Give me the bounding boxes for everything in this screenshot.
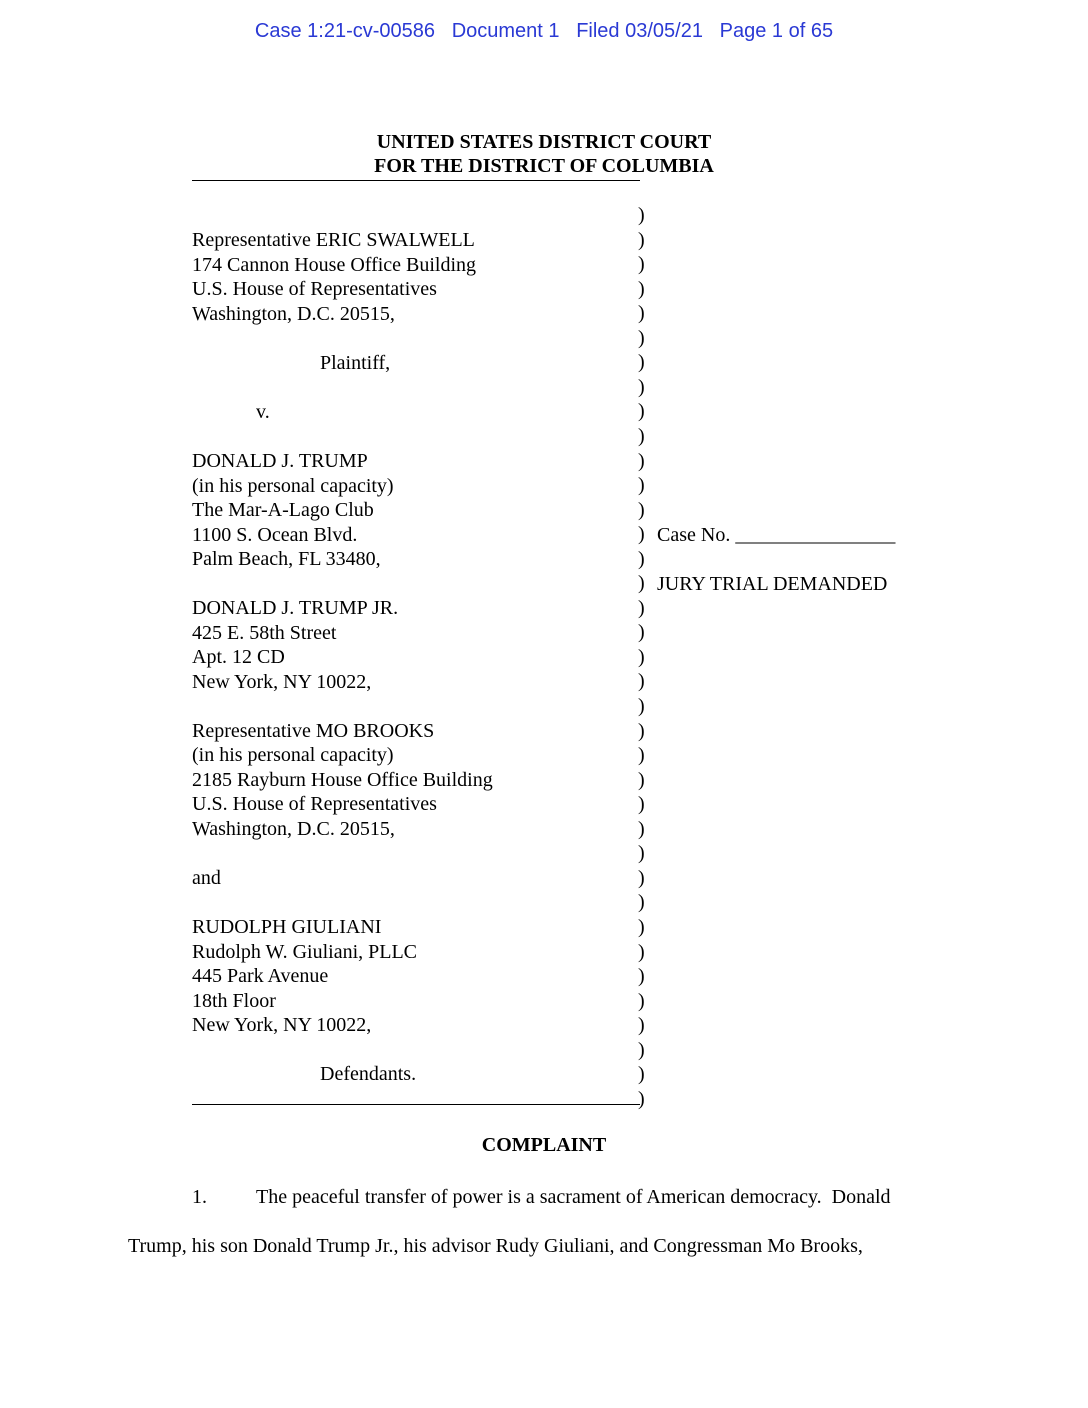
- versus: v.: [256, 401, 270, 423]
- plaintiff-name: Representative ERIC SWALWELL: [192, 229, 475, 251]
- caption-paren: ): [638, 449, 645, 472]
- paragraph-1-line-2: Trump, his son Donald Trump Jr., his advisor Rudy Giuliani, and Congressman Mo Brooks,: [128, 1235, 863, 1257]
- caption-paren: ): [638, 228, 645, 251]
- caption-paren: ): [638, 572, 645, 595]
- caption-bottom-rule: [192, 1104, 640, 1105]
- caption-paren: ): [638, 253, 645, 276]
- caption-paren: ): [638, 523, 645, 546]
- caption-paren: ): [638, 695, 645, 717]
- defendant-1-address-2: 1100 S. Ocean Blvd.: [192, 524, 358, 546]
- defendant-4-address-2: 445 Park Avenue: [192, 965, 329, 987]
- caption-paren: ): [638, 1014, 645, 1037]
- defendant-4-address-3: 18th Floor: [192, 990, 276, 1012]
- plaintiff-address-3: Washington, D.C. 20515,: [192, 303, 395, 325]
- defendants-role: Defendants.: [320, 1063, 417, 1085]
- court-name: UNITED STATES DISTRICT COURT: [376, 131, 712, 153]
- caption-paren: ): [638, 498, 645, 521]
- defendant-2-address-2: Apt. 12 CD: [192, 646, 285, 668]
- caption-paren: ): [638, 719, 645, 742]
- caption-paren: ): [638, 277, 645, 300]
- defendant-3-name: Representative MO BROOKS: [192, 720, 435, 742]
- paragraph-1-line-1: The peaceful transfer of power is a sacrament of American democracy. Donald: [256, 1186, 891, 1208]
- caption-paren: ): [638, 1087, 645, 1110]
- caption-paren: ): [638, 302, 645, 325]
- caption-paren: ): [638, 204, 645, 226]
- defendant-4-address-4: New York, NY 10022,: [192, 1014, 372, 1036]
- defendant-1-name: DONALD J. TRUMP: [192, 450, 368, 472]
- caption-paren: ): [638, 915, 645, 938]
- caption-paren: ): [638, 1038, 645, 1061]
- filed-date: Filed 03/05/21: [576, 20, 703, 42]
- plaintiff-role: Plaintiff,: [320, 352, 391, 374]
- caption-paren: ): [638, 940, 645, 963]
- defendant-1-capacity: (in his personal capacity): [192, 475, 394, 497]
- caption-paren: ): [638, 1063, 645, 1086]
- defendant-2-name: DONALD J. TRUMP JR.: [192, 597, 399, 619]
- defendant-3-capacity: (in his personal capacity): [192, 744, 394, 766]
- caption-paren: ): [638, 768, 645, 791]
- defendant-2-address-3: New York, NY 10022,: [192, 671, 372, 693]
- caption-paren: ): [638, 965, 645, 988]
- caption-paren: ): [638, 817, 645, 840]
- caption-paren: ): [638, 547, 645, 570]
- defendant-4-address-1: Rudolph W. Giuliani, PLLC: [192, 941, 418, 963]
- defendant-3-address-3: Washington, D.C. 20515,: [192, 818, 395, 840]
- caption-paren: ): [638, 866, 645, 889]
- document-number: Document 1: [451, 20, 560, 42]
- conjunction-and: and: [192, 867, 221, 889]
- caption-paren: ): [638, 842, 645, 865]
- case-number-field: Case No. ________________: [657, 524, 896, 546]
- caption-paren: ): [638, 645, 645, 668]
- defendant-1-address-1: The Mar-A-Lago Club: [192, 499, 374, 521]
- caption-paren: ): [638, 351, 645, 374]
- caption-paren: ): [638, 989, 645, 1012]
- caption-paren: ): [638, 891, 645, 914]
- defendant-4-name: RUDOLPH GIULIANI: [192, 916, 382, 938]
- complaint-title: COMPLAINT: [481, 1134, 607, 1156]
- plaintiff-address-1: 174 Cannon House Office Building: [192, 254, 477, 276]
- paragraph-number: 1.: [192, 1186, 207, 1208]
- defendant-3-address-2: U.S. House of Representatives: [192, 793, 437, 815]
- defendant-1-address-3: Palm Beach, FL 33480,: [192, 548, 381, 570]
- caption-paren: ): [638, 744, 645, 767]
- caption-paren: ): [638, 474, 645, 497]
- page-indicator: Page 1 of 65: [719, 20, 834, 42]
- caption-paren: ): [638, 326, 645, 349]
- caption-paren: ): [638, 621, 645, 644]
- plaintiff-address-2: U.S. House of Representatives: [192, 278, 437, 300]
- defendant-2-address-1: 425 E. 58th Street: [192, 622, 337, 644]
- caption-paren: ): [638, 375, 645, 398]
- caption-paren: ): [638, 424, 645, 447]
- caption-top-rule: [192, 180, 640, 181]
- caption-paren: ): [638, 596, 645, 619]
- court-district: FOR THE DISTRICT OF COLUMBIA: [374, 155, 714, 177]
- jury-trial-demand: JURY TRIAL DEMANDED: [657, 573, 888, 595]
- case-number: Case 1:21-cv-00586: [254, 20, 436, 42]
- defendant-3-address-1: 2185 Rayburn House Office Building: [192, 769, 493, 791]
- caption-paren: ): [638, 400, 645, 423]
- caption-paren: ): [638, 793, 645, 816]
- case-header: [0, 20, 1088, 43]
- caption-paren: ): [638, 670, 645, 693]
